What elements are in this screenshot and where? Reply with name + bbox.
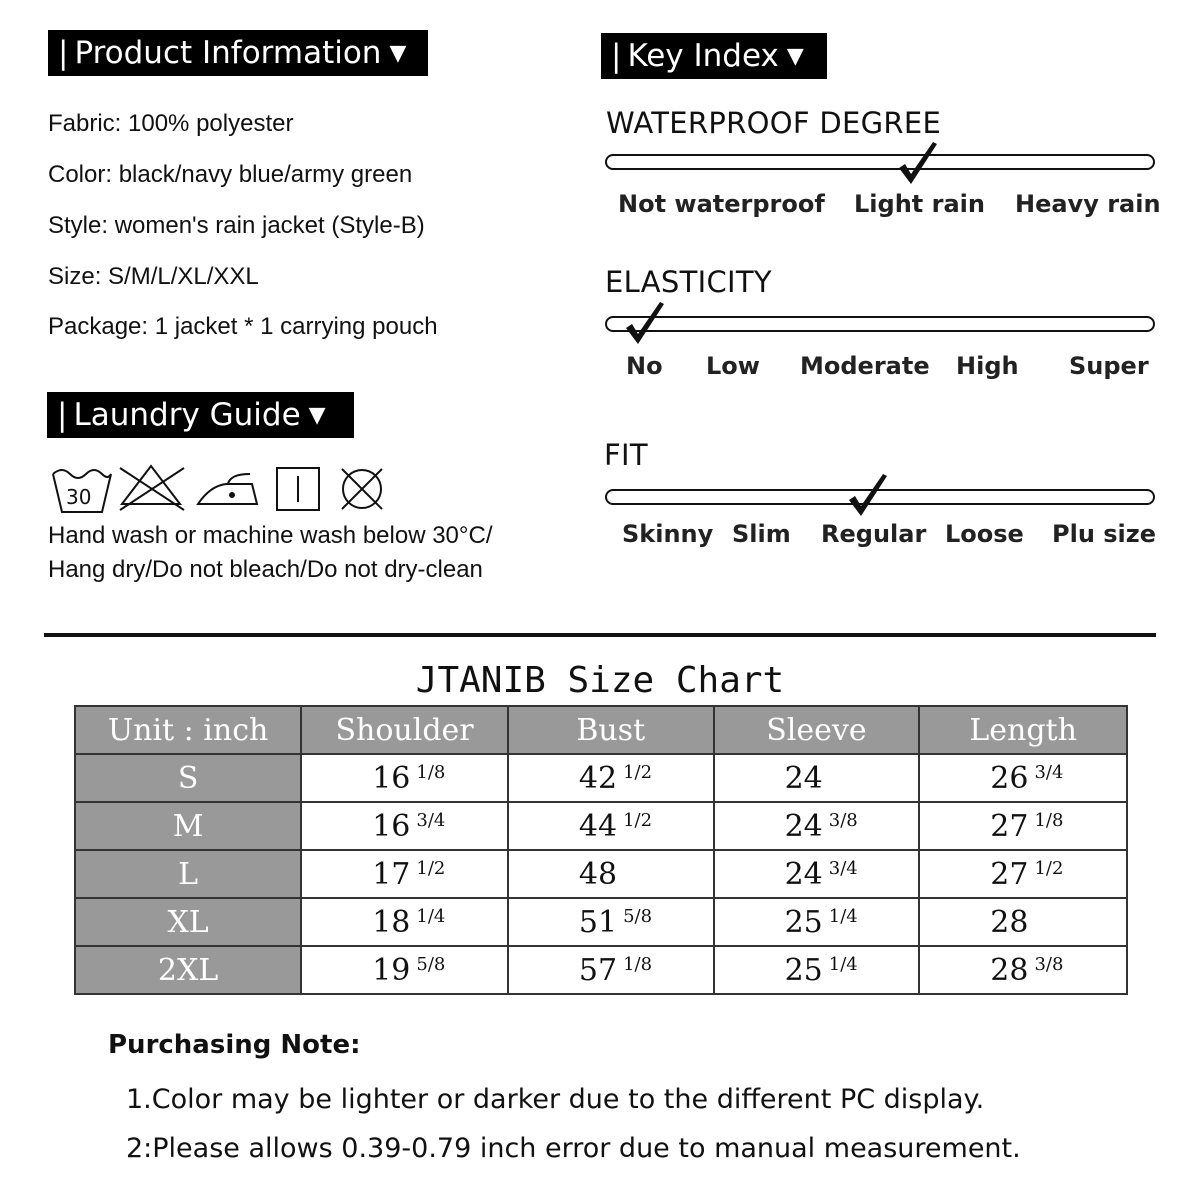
waterproof-title: WATERPROOF DEGREE [606,106,942,140]
cell-bust: 44 $^{1/2}$ [508,802,714,850]
table-row [75,898,1127,946]
cell-bust: 42 $^{1/2}$ [508,754,714,802]
checkmark-icon [622,300,668,348]
triangle-down-icon: ▼ [308,402,326,428]
fit-level-plu-size: Plu size [1052,520,1157,548]
elasticity-level-super: Super [1069,352,1149,380]
elasticity-level-high: High [956,352,1019,380]
waterproof-level-not-waterproof: Not waterproof [618,190,825,218]
cell-bust: 51 $^{5/8}$ [508,898,714,946]
cell-sleeve: 24 $^{3/8}$ [714,802,920,850]
cell-bust: 48 [508,850,714,898]
cell-sleeve: 25 $^{1/4}$ [714,946,920,994]
table-row [75,946,1127,994]
size-chart-header-row [75,706,1127,754]
fabric-line: Fabric: 100% polyester [48,110,294,137]
table-row [75,754,1127,802]
header-bar-glyph: | [58,35,69,71]
purchasing-note-line-1: 1.Color may be lighter or darker due to the different PC display. [126,1084,985,1115]
no-dry-clean-icon [342,469,382,509]
waterproof-level-light-rain: Light rain [854,190,985,218]
elasticity-scale [605,316,1155,332]
row-size-label: S [75,754,301,802]
cell-length: 27 $^{1/2}$ [919,850,1127,898]
cell-length: 28 [919,898,1127,946]
product-info-header [48,30,428,76]
fit-level-loose: Loose [945,520,1024,548]
laundry-line-1: Hand wash or machine wash below 30°C/ [48,522,493,549]
cell-shoulder: 16 $^{1/8}$ [301,754,508,802]
hang-dry-icon [277,468,319,510]
row-size-label: XL [75,898,301,946]
table-row [75,802,1127,850]
checkmark-icon [895,140,941,188]
elasticity-level-low: Low [706,352,760,380]
waterproof-scale [605,154,1155,170]
product-info-title: Product Information [74,35,382,71]
purchasing-note-line-2: 2:Please allows 0.39-0.79 inch error due to manual measurement. [126,1133,1021,1164]
row-size-label: L [75,850,301,898]
elasticity-level-moderate: Moderate [800,352,930,380]
laundry-icons [50,462,390,518]
header-bar-glyph: | [611,38,622,74]
laundry-guide-title: Laundry Guide [73,397,301,433]
fit-level-regular: Regular [821,520,927,548]
elasticity-level-no: No [626,352,663,380]
size-line: Size: S/M/L/XL/XXL [48,263,259,290]
cell-sleeve: 25 $^{1/4}$ [714,898,920,946]
triangle-down-icon: ▼ [786,43,804,69]
cell-sleeve: 24 $^{3/4}$ [714,850,920,898]
header-bar-glyph: | [57,397,68,433]
waterproof-level-heavy-rain: Heavy rain [1015,190,1161,218]
cell-length: 26 $^{3/4}$ [919,754,1127,802]
fit-level-slim: Slim [732,520,791,548]
cell-shoulder: 17 $^{1/2}$ [301,850,508,898]
laundry-guide-header [47,392,354,438]
color-line: Color: black/navy blue/army green [48,161,413,188]
laundry-line-2: Hang dry/Do not bleach/Do not dry-clean [48,556,483,583]
key-index-title: Key Index [627,38,779,74]
section-divider [44,633,1156,637]
size-chart-table [74,705,1128,995]
purchasing-note-title: Purchasing Note: [108,1030,361,1060]
col-header-shoulder: Shoulder [301,706,508,754]
row-size-label: M [75,802,301,850]
size-chart-title: JTANIB Size Chart [415,660,785,701]
wash-30-icon [53,470,111,512]
checkmark-icon [845,472,891,520]
cell-length: 27 $^{1/8}$ [919,802,1127,850]
col-header-length: Length [919,706,1127,754]
elasticity-title: ELASTICITY [605,265,772,299]
package-line: Package: 1 jacket * 1 carrying pouch [48,313,438,340]
fit-title: FIT [604,438,648,472]
cell-sleeve: 24 [714,754,920,802]
key-index-header [601,33,827,79]
no-bleach-icon [120,466,184,510]
iron-icon [198,474,257,504]
col-header-bust: Bust [508,706,714,754]
cell-shoulder: 16 $^{3/4}$ [301,802,508,850]
triangle-down-icon: ▼ [389,40,407,66]
cell-shoulder: 18 $^{1/4}$ [301,898,508,946]
style-line: Style: women's rain jacket (Style-B) [48,212,425,239]
cell-bust: 57 $^{1/8}$ [508,946,714,994]
table-row [75,850,1127,898]
col-header-unit: Unit : inch [75,706,301,754]
cell-shoulder: 19 $^{5/8}$ [301,946,508,994]
fit-level-skinny: Skinny [622,520,714,548]
svg-text:30: 30 [66,485,92,509]
cell-length: 28 $^{3/8}$ [919,946,1127,994]
row-size-label: 2XL [75,946,301,994]
col-header-sleeve: Sleeve [714,706,920,754]
